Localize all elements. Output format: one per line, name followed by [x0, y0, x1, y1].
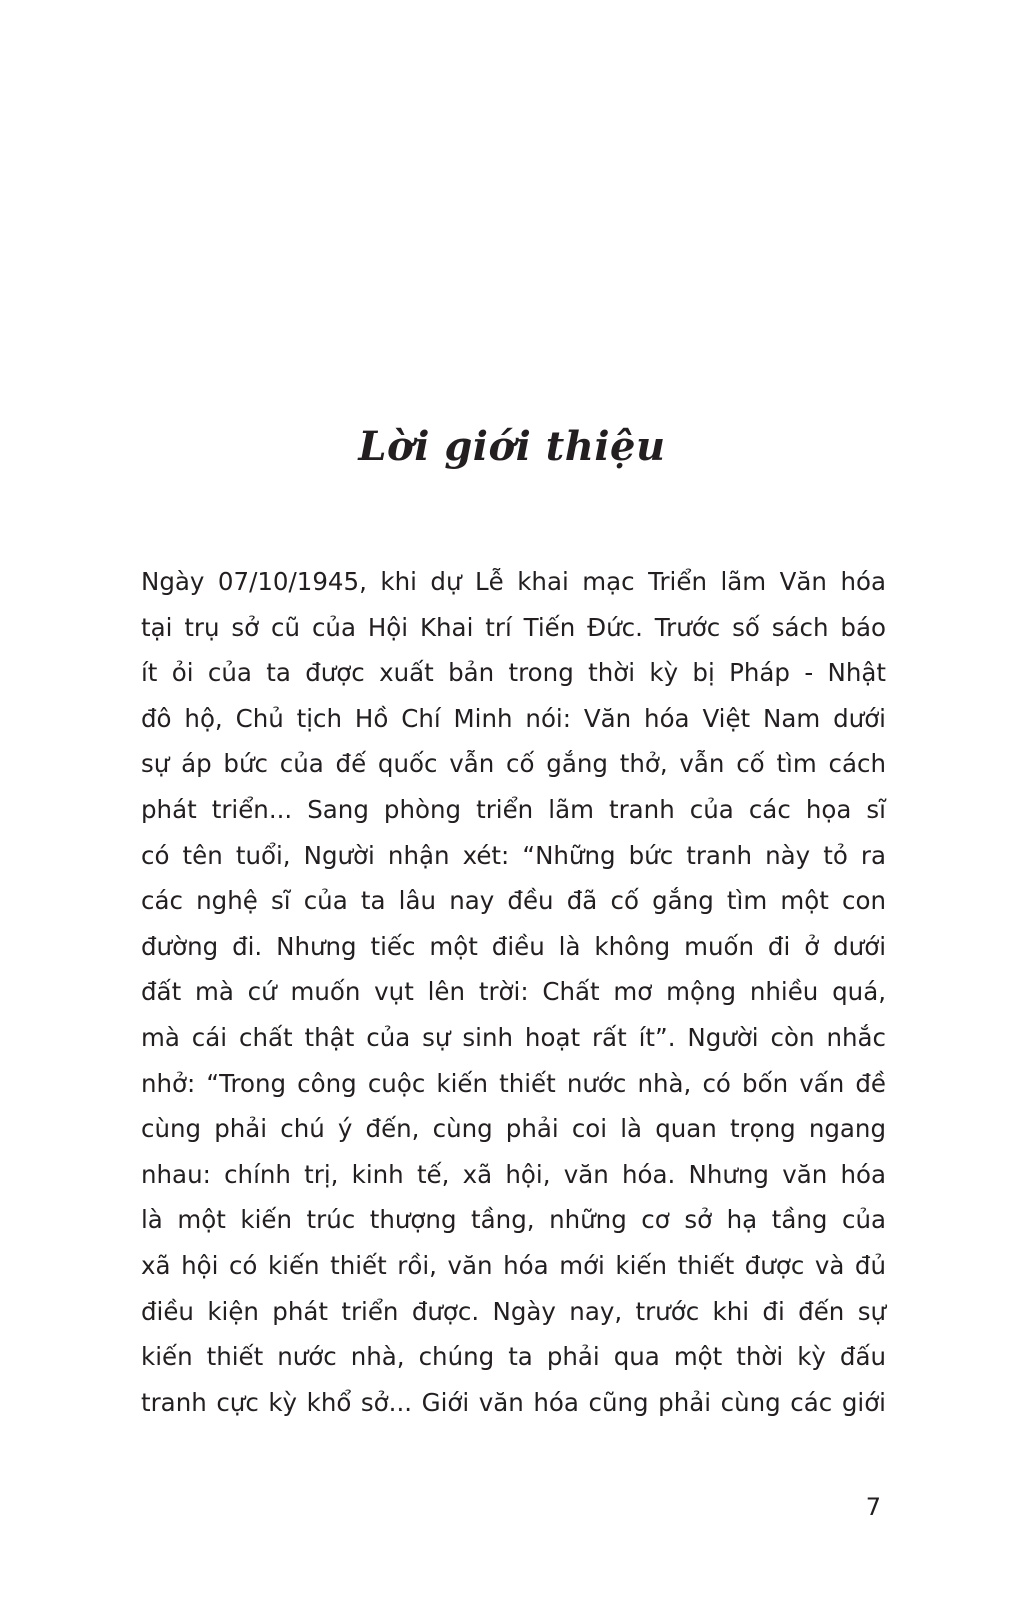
text-line: nhở: “Trong công cuộc kiến thiết nước nhà, có bốn vấn đề	[141, 1068, 886, 1098]
text-line: đô hộ, Chủ tịch Hồ Chí Minh nói: Văn hóa Việt Nam dưới	[141, 703, 886, 733]
text-line: xã hội có kiến thiết rồi, văn hóa mới kiến thiết được và đủ	[141, 1250, 886, 1280]
text-line: kiến thiết nước nhà, chúng ta phải qua một thời kỳ đấu	[141, 1342, 886, 1372]
text-line: là một kiến trúc thượng tầng, những cơ sở hạ tầng của	[141, 1205, 886, 1235]
text-line: Ngày 07/10/1945, khi dự Lễ khai mạc Triển lãm Văn hóa	[141, 567, 886, 596]
text-line: ít ỏi của ta được xuất bản trong thời kỳ bị Pháp - Nhật	[141, 658, 886, 688]
text-line: sự áp bức của đế quốc vẫn cố gắng thở, vẫn cố tìm cách	[141, 749, 886, 779]
text-line: mà cái chất thật của sự sinh hoạt rất ít”. Người còn nhắc	[141, 1022, 886, 1052]
text-line: nhau: chính trị, kinh tế, xã hội, văn hóa. Nhưng văn hóa	[141, 1159, 886, 1189]
body-paragraph	[141, 559, 886, 1425]
text-line: phát triển... Sang phòng triển lãm tranh của các họa sĩ	[141, 794, 886, 824]
text-line: tranh cực kỳ khổ sở... Giới văn hóa cũng phải cùng các giới	[141, 1387, 886, 1417]
text-line: cùng phải chú ý đến, cùng phải coi là quan trọng ngang	[141, 1114, 886, 1144]
text-line: đất mà cứ muốn vụt lên trời: Chất mơ mộng nhiều quá,	[141, 977, 886, 1007]
text-line: các nghệ sĩ của ta lâu nay đều đã cố gắng tìm một con	[141, 886, 886, 916]
page-number: 7	[865, 1493, 881, 1521]
text-line: có tên tuổi, Người nhận xét: “Những bức tranh này tỏ ra	[141, 840, 886, 870]
text-line: điều kiện phát triển được. Ngày nay, trước khi đi đến sự	[141, 1296, 886, 1326]
chapter-title: Lời giới thiệu	[358, 422, 666, 470]
text-line: đường đi. Nhưng tiếc một điều là không muốn đi ở dưới	[141, 931, 886, 961]
text-line: tại trụ sở cũ của Hội Khai trí Tiến Đức. Trước số sách báo	[141, 612, 886, 642]
